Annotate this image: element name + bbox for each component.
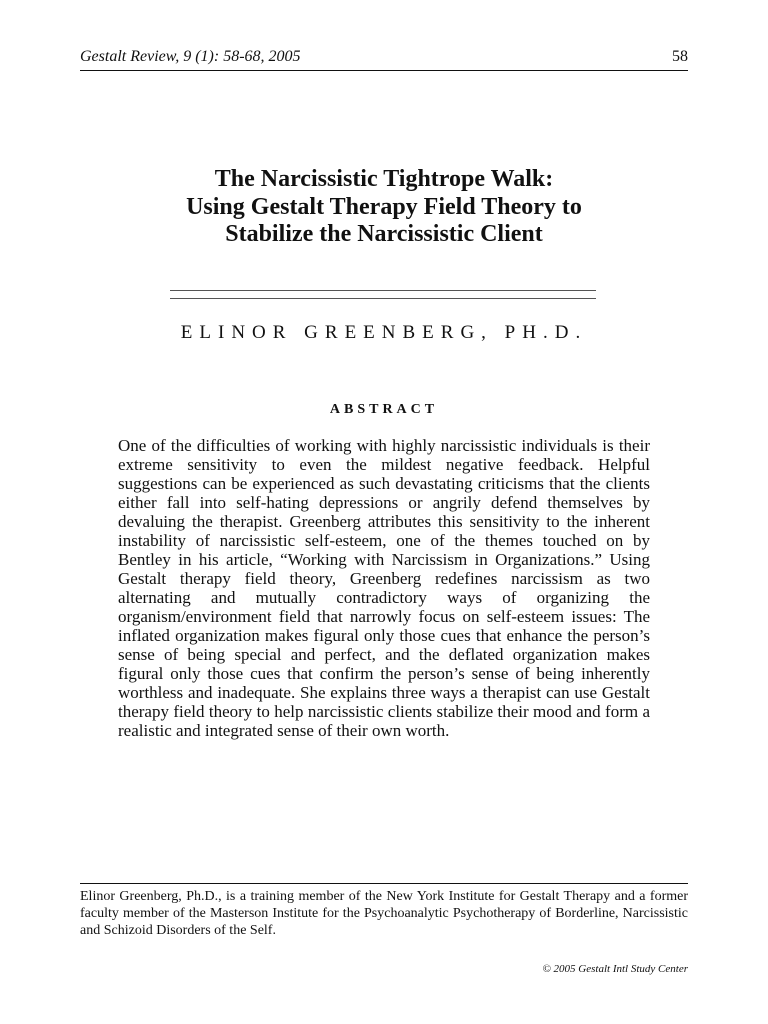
page-number: 58	[672, 48, 688, 65]
footnote-rule	[80, 883, 688, 884]
article-title	[80, 166, 688, 249]
copyright-notice: © 2005 Gestalt Intl Study Center	[542, 963, 688, 975]
abstract-text: One of the difficulties of working with highly narcissistic individuals is their extreme sensitivity to even the mildest negative feedback. Helpful suggestions can be experienced as such devastating criticisms that the clients either fall into self-hating depressions or angrily defend themselves by devaluing the therapist. Greenberg attributes this sensitivity to the inherent instability of narcissistic self-esteem, one of the themes touched on by Bentley in his article, “Working with Narcissism in Organizations.” Using Gestalt therapy field theory, Greenberg redefines narcissism as two alternating and mutually contradictory ways of organizing the organism/environment field that narrowly focus on self-esteem issues: The inflated organization makes figural only those cues that enhance the person’s sense of being special and perfect, and the deflated organization makes figural only those cues that confirm the person’s sense of being inherently worthless and inadequate. She explains three ways a therapist can use Gestalt therapy field theory to help narcissistic clients stabilize their mood and form a realistic and integrated sense of their own worth.	[118, 436, 650, 740]
title-line: Using Gestalt Therapy Field Theory to	[186, 193, 582, 220]
abstract-heading: ABSTRACT	[329, 402, 439, 417]
header-rule	[80, 70, 688, 71]
title-divider	[170, 290, 596, 299]
title-line: Stabilize the Narcissistic Client	[225, 221, 543, 247]
author-name: ELINOR GREENBERG, PH.D.	[180, 322, 588, 343]
divider-line	[170, 298, 596, 299]
author-bio-footnote: Elinor Greenberg, Ph.D., is a training member of the New York Institute for Gestalt Therapy and a former faculty member of the Masterson Institute for the Psychoanalytic Psychotherapy of Borderline, Narcissistic and Schizoid Disorders of the Self.	[80, 889, 688, 938]
journal-citation: Gestalt Review, 9 (1): 58-68, 2005	[80, 48, 301, 65]
divider-line	[170, 290, 596, 291]
title-line: The Narcissistic Tightrope Walk:	[214, 166, 554, 192]
